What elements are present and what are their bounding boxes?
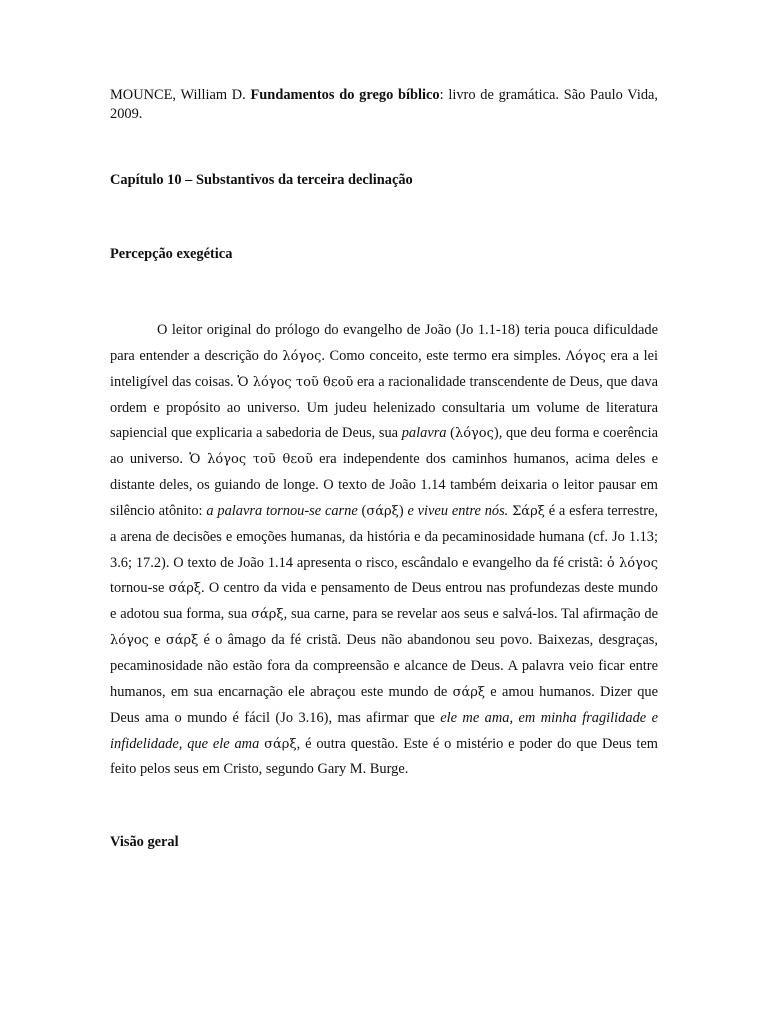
greek-term: λόγος [454, 426, 494, 442]
greek-term: σάρξ [366, 503, 399, 519]
italic-phrase: ele me ama, em minha fragilidade e infidelidade, que ele ama [110, 709, 659, 752]
paragraph-text: . O centro da vida e pensamento de Deus entrou nas profundezas deste mundo e adotou sua forma, sua [110, 580, 659, 623]
paragraph-text: era independente dos caminhos humanos, acima deles e distante deles, os guiando de longe. O texto de João 1.14 também deixaria o leitor pausar em silêncio atônito: [110, 451, 659, 519]
greek-term: Ὁ λόγος τοῦ θεοῦ [237, 374, 354, 390]
greek-term: Λόγος [565, 348, 606, 364]
greek-term: σάρξ [251, 607, 284, 623]
greek-term: ὁ λόγος [606, 555, 658, 571]
greek-term: σάρξ [264, 736, 297, 752]
italic-phrase: e viveu entre nós. [407, 502, 509, 519]
paragraph-text: tornou-se [110, 580, 169, 597]
paragraph-text: é a esfera terrestre, a arena de decisões e emoções humanas, da história e da pecaminosidade humana (cf. Jo 1.13; 3.6; 17.2). O texto de João 1.14 apresenta o risco, escândalo e evangelho da fé cristã: [110, 502, 659, 571]
paragraph-text: . Como conceito, este termo era simples. [321, 347, 566, 364]
greek-term: λόγος [282, 348, 322, 364]
chapter-heading: Capítulo 10 – Substantivos da terceira declinação [110, 172, 413, 188]
paragraph-text: ( [357, 502, 367, 519]
paragraph-text: ), que deu forma e coerência ao universo. [110, 425, 658, 468]
greek-term: Ὁ λόγος τοῦ θεοῦ [189, 452, 313, 468]
body-paragraph-container [110, 318, 658, 783]
greek-term: λόγος [110, 633, 149, 649]
italic-phrase: palavra [401, 425, 447, 442]
section-heading-percepcao: Percepção exegética [110, 246, 233, 262]
paragraph-text: , sua carne, para se revelar aos seus e salvá-los. Tal afirmação de [283, 606, 658, 623]
reference-publication: : livro de gramática. São Paulo Vida, 2009. [110, 87, 658, 122]
paragraph-text: ( [446, 425, 455, 442]
reference-title: Fundamentos do grego bíblico [250, 87, 440, 103]
paragraph-text: , é outra questão. Este é o mistério e poder do que Deus tem feito pelos seus em Cristo, segundo Gary M. Burge. [110, 735, 658, 778]
greek-term: σάρξ [165, 633, 199, 649]
reference-author: MOUNCE, William D. [110, 87, 251, 103]
paragraph-text: era a lei inteligível das coisas. [110, 347, 658, 390]
paragraph-text: e [148, 632, 166, 649]
greek-term: σάρξ [168, 581, 202, 597]
greek-term: σάρξ [452, 684, 486, 700]
section-heading-visao-geral: Visão geral [110, 834, 179, 850]
greek-term: Σάρξ [512, 503, 545, 519]
bibliographic-reference [110, 86, 658, 124]
paragraph-text: ) [398, 502, 408, 519]
paragraph-text: e amou humanos. Dizer que Deus ama o mundo é fácil (Jo 3.16), mas afirmar que [110, 683, 658, 726]
paragraph-text: O leitor original do prólogo do evangelho de João (Jo 1.1-18) teria pouca dificuldade para entender a descrição do [110, 322, 658, 364]
italic-phrase: a palavra tornou-se carne [206, 502, 358, 519]
paragraph-text: é o âmago da fé cristã. Deus não abandonou seu povo. Baixezas, desgraças, pecaminosidade não estão fora da compreensão e alcance de Deus. A palavra veio ficar entre humanos, em sua encarnação ele abraçou este mundo de [110, 632, 658, 700]
paragraph-text: era a racionalidade transcendente de Deus, que dava ordem e propósito ao universo. Um judeu helenizado consultaria um volume de literatura sapiencial que explicaria a sabedoria de Deus, sua [110, 373, 658, 442]
body-paragraph [110, 318, 658, 783]
